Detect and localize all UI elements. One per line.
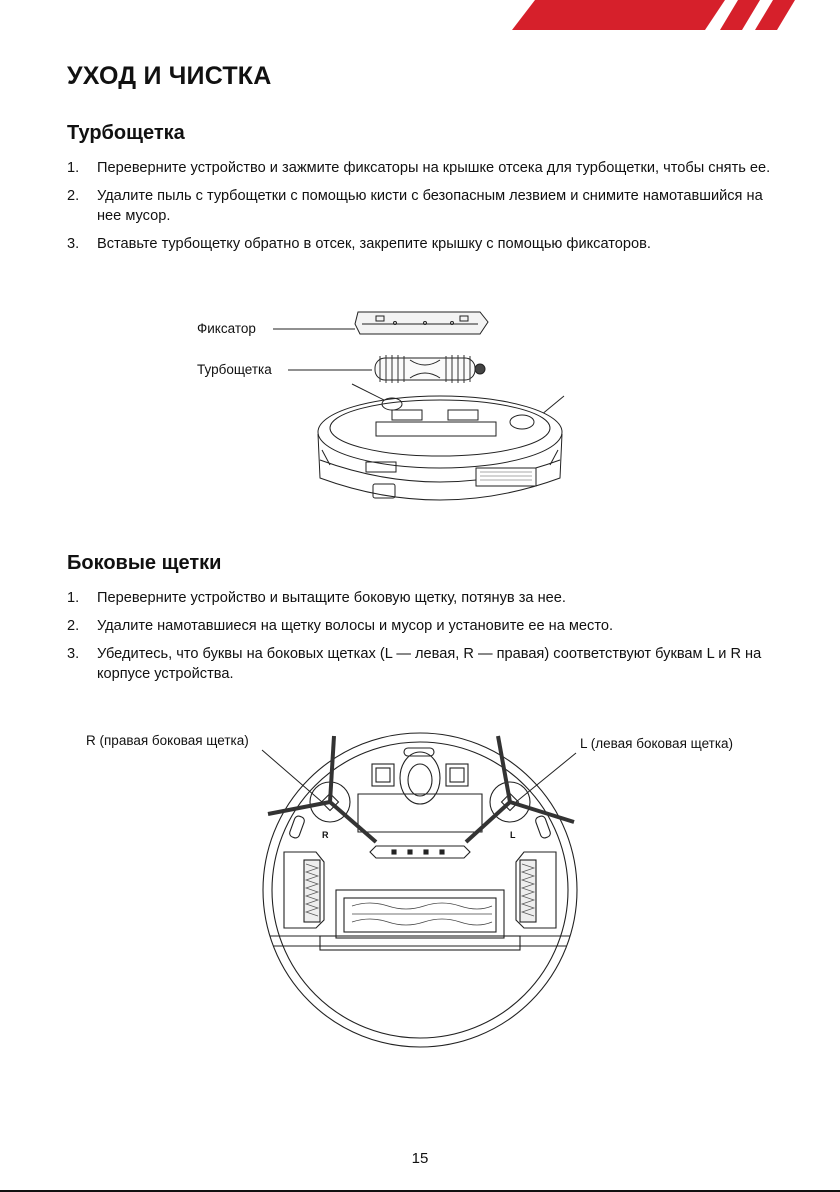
header-banner (0, 0, 840, 40)
list-item: 1. Переверните устройство и вытащите боковую щетку, потянув за нее. (67, 590, 566, 606)
side-steps (67, 588, 787, 692)
label-right-brush: R (правая боковая щетка) (86, 733, 249, 748)
page-title: УХОД И ЧИСТКА (67, 62, 272, 90)
label-turbobrush: Турбощетка (197, 362, 272, 377)
list-item: 2. Удалите намотавшиеся на щетку волосы и мусор и установите ее на место. (67, 618, 614, 634)
mark-l: L (510, 830, 516, 840)
list-item: 3. Убедитесь, что буквы на боковых щетках (L — левая, R — правая) соответствуют буквам L и R на корпусе устройства. (67, 646, 762, 682)
label-latch: Фиксатор (197, 321, 256, 336)
mark-r: R (322, 830, 329, 840)
label-left-brush: L (левая боковая щетка) (580, 736, 734, 751)
list-item: 1. Переверните устройство и зажмите фиксаторы на крышке отсека для турбощетки, чтобы снять ее. (67, 160, 771, 176)
side-heading: Боковые щетки (67, 552, 222, 574)
turbo-steps (67, 158, 787, 262)
list-item: 3. Вставьте турбощетку обратно в отсек, закрепите крышку с помощью фиксаторов. (67, 236, 651, 252)
turbo-heading: Турбощетка (67, 122, 185, 144)
list-item: 2. Удалите пыль с турбощетки с помощью кисти с безопасным лезвием и снимите намотавшийся на нее мусор. (67, 188, 763, 224)
bottom-view-leaders (0, 720, 840, 840)
page-number: 15 (411, 1150, 429, 1167)
robot-vacuum-turbobrush-illustration (180, 300, 600, 520)
